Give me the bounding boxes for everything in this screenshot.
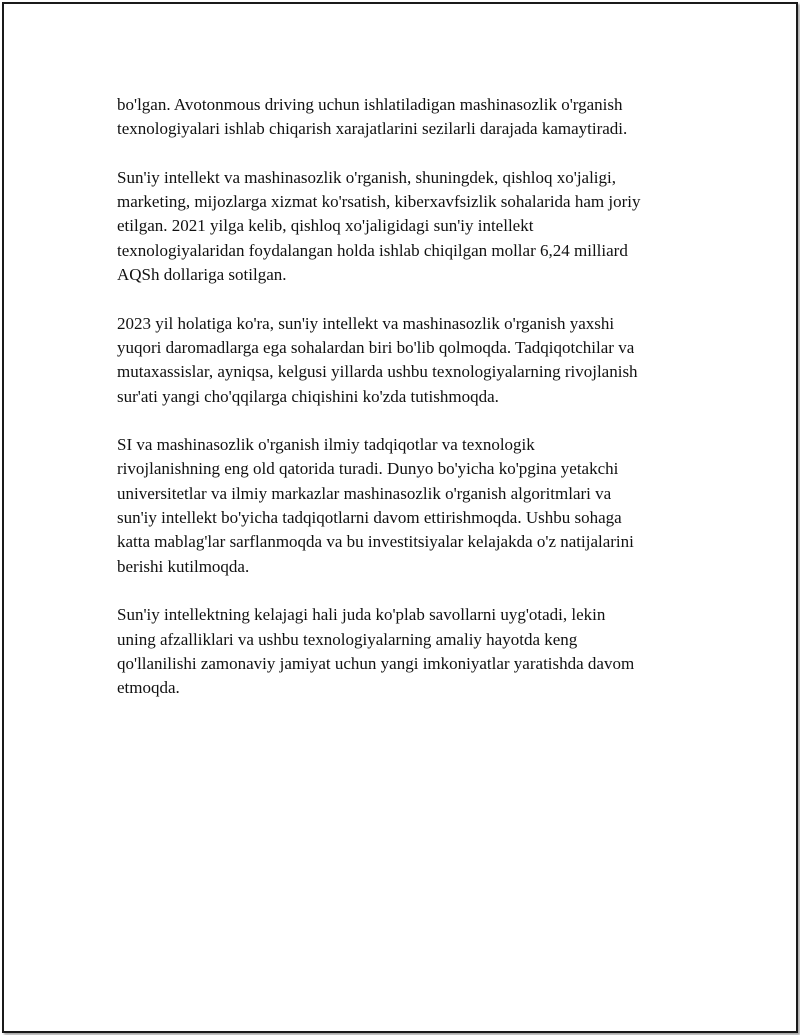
- document-body: [117, 93, 693, 725]
- paragraph-1: bo'lgan. Avotonmous driving uchun ishlatiladigan mashinasozlik o'rganish texnologiyalari ishlab chiqarish xarajatlarini sezilarli darajada kamaytiradi.: [117, 95, 628, 139]
- paragraph-4: SI va mashinasozlik o'rganish ilmiy tadqiqotlar va texnologik rivojlanishning eng old qatorida turadi. Dunyo bo'yicha ko'pgina yetakchi universitetlar va ilmiy markazlar mashinasozlik o'rganish algoritmlari va sun'iy intellekt bo'yicha tadqiqotlarni davom ettirishmoqda. Ushbu sohaga katta mablag'lar sarflanmoqda va bu investitsiyalar kelajakda o'z natijalarini berishi kutilmoqda.: [117, 435, 634, 576]
- paragraph-3: 2023 yil holatiga ko'ra, sun'iy intellekt va mashinasozlik o'rganish yaxshi yuqori daromadlarga ega sohalardan biri bo'lib qolmoqda. Tadqiqotchilar va mutaxassislar, ayniqsa, kelgusi yillarda ushbu texnologiyalarning rivojlanish sur'ati yangi cho'qqilarga chiqishini ko'zda tutishmoqda.: [117, 313, 638, 406]
- paragraph-2: Sun'iy intellekt va mashinasozlik o'rganish, shuningdek, qishloq xo'jaligi, marketing, mijozlarga xizmat ko'rsatish, kiberxavfsizlik sohalarida ham joriy etilgan. 2021 yilga kelib, qishloq xo'jaligidagi sun'iy intellekt texnologiyalaridan foydalangan holda ishlab chiqilgan mollar 6,24 milliard AQSh dollariga sotilgan.: [117, 167, 641, 285]
- paragraph-5: Sun'iy intellektning kelajagi hali juda ko'plab savollarni uyg'otadi, lekin uning afzalliklari va ushbu texnologiyalarning amaliy hayotda keng qo'llanilishi zamonaviy jamiyat uchun yangi imkoniyatlar yaratishda davom etmoqda.: [117, 605, 635, 698]
